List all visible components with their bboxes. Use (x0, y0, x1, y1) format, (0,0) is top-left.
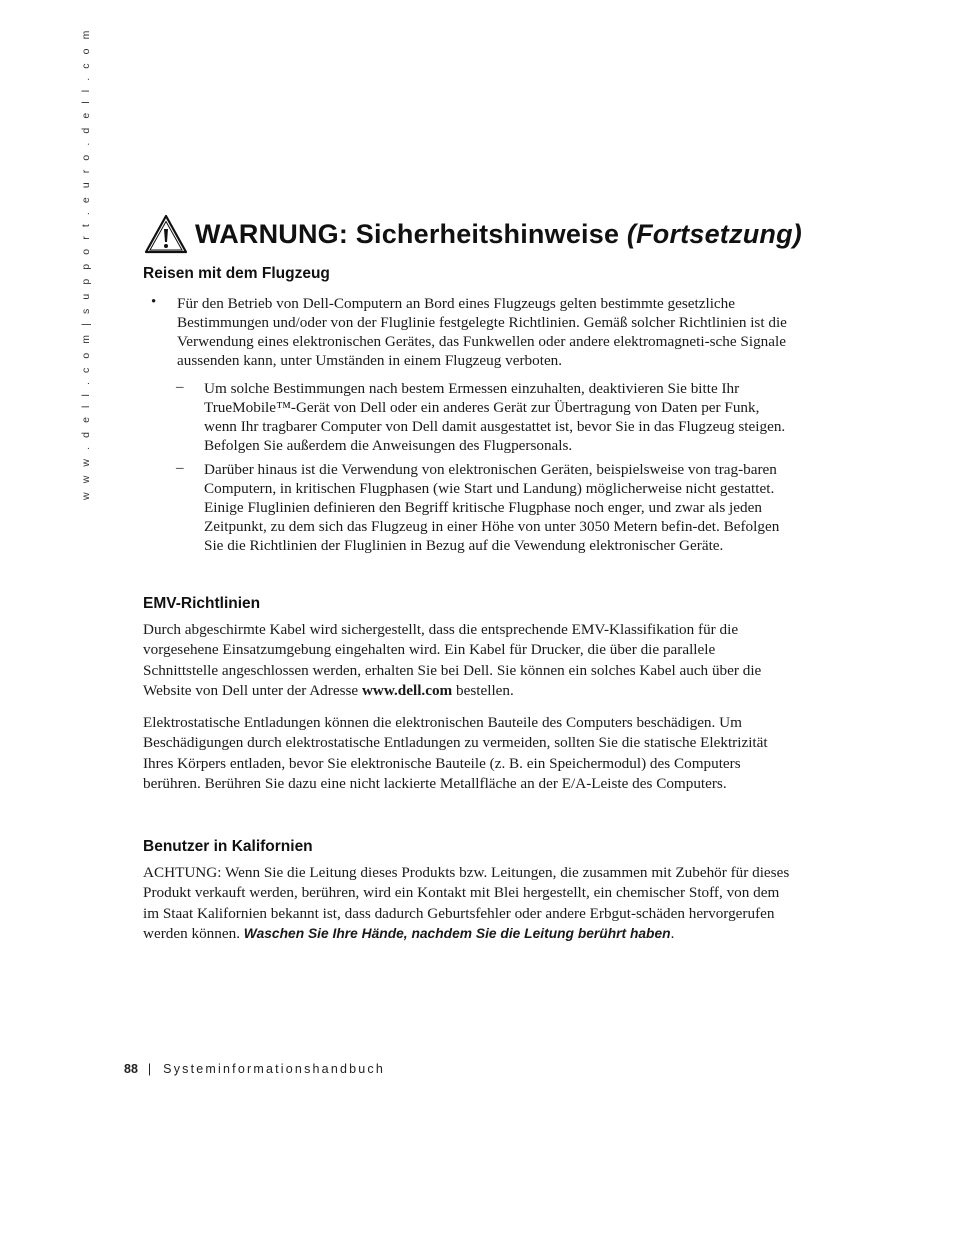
page-title-main: WARNUNG: Sicherheitshinweise (195, 218, 627, 249)
page-title-continued: (Fortsetzung) (626, 218, 802, 249)
page-number: 88 (124, 1062, 138, 1076)
page-title (195, 219, 802, 250)
emv-paragraph-2: Elektrostatische Entladungen können die elektronischen Bauteile des Computers beschädigen. Um Beschädigungen durch elektrostatische Entladungen zu vermeiden, sollten Sie die statische Elektrizität Ihres Körpers entladen, bevor Sie elektronische Bauteile (z. B. ein Speichermodul) des Computers berühren. Berühren Sie dazu eine nicht lackierte Metallfläche an der E/A-Leiste des Computers. (143, 714, 768, 792)
book-title: Systeminformationshandbuch (163, 1062, 386, 1076)
section-heading-emv: EMV-Richtlinien (143, 595, 261, 612)
footer-separator: | (147, 1062, 152, 1076)
section-heading-flight: Reisen mit dem Flugzeug (143, 265, 330, 282)
caution-label: ACHTUNG: (143, 864, 222, 881)
bullet-mark: • (151, 294, 157, 310)
dash-mark: – (176, 379, 184, 395)
california-paragraph (143, 863, 791, 944)
warning-triangle-icon (143, 213, 189, 255)
emv-paragraph-1 (143, 620, 791, 701)
emv-paragraph-1-text: Durch abgeschirmte Kabel wird sichergestellt, dass die entsprechende EMV-Klassifikation für die vorgesehene Einsatzumgebung eingehalten wird. Ein Kabel für Drucker, die über die parallele Schnittstelle angeschlossen werden, erhalten Sie bei Dell. Sie können ein solches Kabel auch über die Website von Dell unter der Adresse (143, 621, 762, 699)
wash-hands-emphasis: Waschen Sie Ihre Hände, nachdem Sie die Leitung berührt haben (243, 925, 671, 941)
flight-bullet-text: Für den Betrieb von Dell-Computern an Bord eines Flugzeugs gelten bestimmte gesetzliche Bestimmungen und/oder von der Fluglinie festgelegte Richtlinien. Gemäß solcher Richtlinien ist die Verwendung eines elektronischen Gerätes, das Funkwellen oder andere elektromagneti-sche Signale aussenden kann, unter Umständen in einem Flugzeug verboten. (177, 295, 787, 369)
flight-dash-text-1: Um solche Bestimmungen nach bestem Ermessen einzuhalten, deaktivieren Sie bitte Ihr TrueMobile™-Gerät von Dell oder ein anderes Gerät zur Übertragung von Daten per Funk, wenn Ihr tragbarer Computer von Dell damit ausgestattet ist, bevor Sie in das Flugzeug steigen. Befolgen Sie außerdem die Anweisungen des Flugpersonals. (204, 380, 786, 454)
california-text: Wenn Sie die Leitung dieses Produkts bzw. Leitungen, die zusammen mit Zubehör für dieses Produkt verkauft werden, berühren, wird ein Kontakt mit Blei hergestellt, ein chemischer Stoff, von dem im Staat Kalifornien bekannt ist, dass dadurch Geburtsfehler oder andere Erbgut-schäden hervorgerufen werden können. (143, 864, 790, 942)
california-end: . (670, 924, 675, 942)
dash-mark: – (176, 460, 184, 476)
emv-paragraph-1-end: bestellen. (452, 681, 514, 699)
page-footer (124, 1062, 385, 1076)
side-url-text: w w w . d e l l . c o m | s u p p o r t . e u r o . d e l l . c o m (80, 27, 92, 500)
flight-dash-text-2: Darüber hinaus ist die Verwendung von elektronischen Geräten, beispielsweise von trag-baren Computern, in kritischen Flugphasen (wie Start und Landung) möglicherweise nicht gestattet. Einige Fluglinien definieren den Begriff kritische Flugphase noch enger, und zwar als jeden Zeitpunkt, zu dem sich das Flugzeug in einer Höhe von unter 3050 Metern befin-det. Befolgen Sie die Richtlinien der Fluglinien in Bezug auf die Vewendung elektronischer Geräte. (204, 461, 780, 554)
page-heading (143, 213, 802, 255)
section-heading-california: Benutzer in Kalifornien (143, 838, 313, 855)
dell-website-link[interactable]: www.dell.com (361, 681, 453, 699)
